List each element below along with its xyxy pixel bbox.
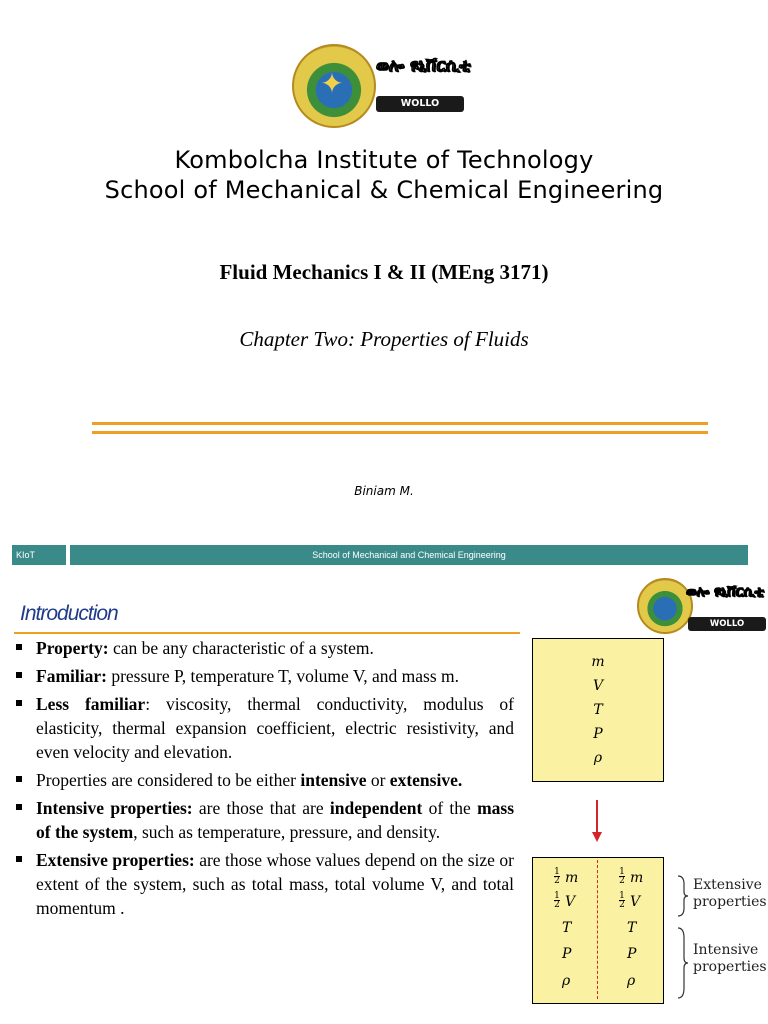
chapter-title: Chapter Two: Properties of Fluids (239, 327, 529, 351)
list-item (14, 796, 514, 844)
fraction-half: 1 2 (554, 867, 560, 886)
section-title: Introduction (20, 602, 118, 625)
bullet-text: , such as temperature, pressure, and density. (133, 822, 441, 842)
var-temperature-right: T (627, 920, 637, 936)
label-intensive: Intensive properties (693, 942, 767, 975)
bullet-text: pressure P, temperature T, volume V, and mass m. (106, 666, 460, 686)
divider-line-top (92, 422, 708, 425)
system-box-divided (532, 857, 664, 1004)
bullet-text: Properties are considered to be either (36, 770, 301, 790)
header-center-label: School of Mechanical and Chemical Engineering (70, 545, 748, 565)
list-item (14, 664, 514, 688)
logo-english-text: WOLLO UNIVERSITY (376, 96, 464, 112)
list-item (14, 692, 514, 764)
brace-intensive-icon (676, 926, 690, 1000)
bullet-text: : viscosity, thermal conductivity, modulus of elasticity, thermal expansion coefficient, electric resistivity, and even velocity and elevation. (36, 694, 515, 762)
down-arrow-icon (587, 798, 607, 844)
bullet-term: Extensive properties: (36, 850, 195, 870)
partition-line (597, 860, 598, 999)
var-half-volume: V (630, 894, 641, 910)
var-pressure-right: P (627, 946, 637, 962)
var-volume: V (592, 678, 604, 694)
divider-line-bottom (92, 431, 708, 434)
header-bar (0, 545, 768, 567)
label-extensive: Extensive properties (693, 877, 767, 910)
logo-amharic-text-small: ወሎ ዩኒቨርሲቲ (686, 584, 764, 600)
bullet-term: Less familiar (36, 694, 146, 714)
fraction-half: 1 2 (554, 891, 560, 910)
var-pressure-left: P (562, 946, 572, 962)
university-seal-logo-small (637, 578, 693, 634)
content-slide (0, 540, 768, 1024)
var-density-right: ρ (627, 973, 636, 989)
bullet-text: of the (422, 798, 478, 818)
list-item (14, 768, 514, 792)
var-pressure: P (593, 726, 603, 742)
bullet-text: are those whose values depend on the size or extent of the system, such as total mass, total volume V, and total momentum . (36, 850, 514, 918)
bullet-term: mass of the system (36, 798, 515, 842)
logo-english-text-small: WOLLO UNIVERSITY (688, 617, 766, 631)
section-title-underline (14, 632, 520, 634)
var-half-mass: m (565, 870, 579, 886)
bullet-text: or (366, 770, 390, 790)
bullet-term: independent (329, 798, 423, 818)
header-left-label: KIoT (12, 545, 66, 565)
fraction-half: 1 2 (619, 891, 625, 910)
var-density-left: ρ (562, 973, 571, 989)
system-box-whole (532, 638, 664, 782)
star-icon: ✦ (320, 69, 344, 100)
author-name: Biniam M. (354, 484, 414, 498)
institute-title: Kombolcha Institute of Technology (174, 146, 594, 174)
bullet-list (14, 636, 514, 924)
school-title: School of Mechanical & Chemical Engineering (104, 176, 664, 204)
bullet-term: Familiar: (36, 666, 107, 686)
var-temperature: T (593, 702, 603, 718)
var-half-volume: V (565, 894, 576, 910)
bullet-text: are those that are (192, 798, 330, 818)
list-item (14, 848, 514, 920)
bullet-term: Property: (36, 638, 109, 658)
bullet-term: extensive. (389, 770, 463, 790)
var-temperature-left: T (562, 920, 572, 936)
logo-amharic-text: ወሎ ዩኒቨርሲቲ (376, 56, 471, 76)
var-half-mass: m (630, 870, 644, 886)
bullet-text: can be any characteristic of a system. (108, 638, 374, 658)
var-mass: m (591, 654, 605, 670)
var-density: ρ (593, 750, 603, 766)
list-item (14, 636, 514, 660)
bullet-term: Intensive properties: (36, 798, 193, 818)
brace-extensive-icon (676, 874, 690, 918)
course-title: Fluid Mechanics I & II (MEng 3171) (219, 260, 549, 284)
fraction-half: 1 2 (619, 867, 625, 886)
bullet-term: intensive (300, 770, 367, 790)
